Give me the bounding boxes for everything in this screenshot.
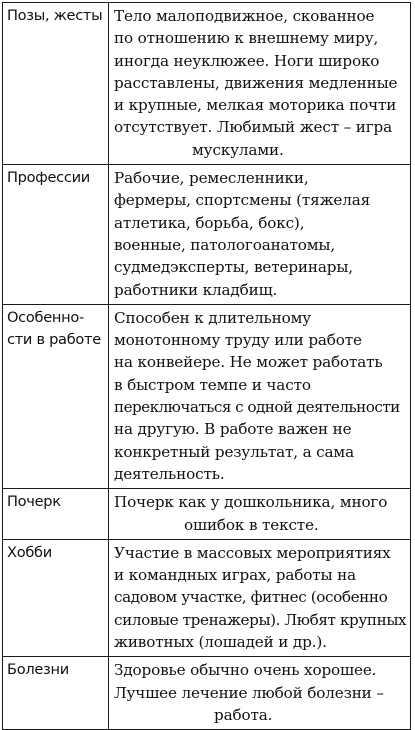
row-label-handwriting	[3, 489, 109, 540]
value-line: работники кладбищ.	[114, 280, 278, 299]
value-line: конкретный результат, а сама	[114, 442, 354, 461]
label-line: Хобби	[7, 543, 52, 561]
traits-table	[2, 2, 411, 730]
value-line: фермеры, спортсмены (тяжелая	[114, 191, 371, 210]
label-line: сти в работе	[7, 331, 101, 349]
value-line: садовом участке, фитнес (особенно	[114, 588, 388, 607]
value-line: животных (лошадей и др.).	[114, 633, 327, 652]
value-line: иногда неуклюжее. Ноги широко	[114, 51, 380, 70]
value-line: отсутствует. Любимый жест – игра	[114, 118, 393, 137]
value-line: Тело малоподвижное, скованное	[114, 7, 375, 25]
table-row	[3, 304, 411, 488]
value-line: расставлены, движения медленные	[114, 73, 398, 92]
table-row	[3, 539, 411, 656]
value-line: монотонному труду или работе	[114, 331, 362, 350]
value-line: Участие в массовых мероприятиях	[114, 543, 391, 562]
value-line: и крупные, мелкая моторика почти	[114, 96, 397, 115]
value-line: Почерк как у дошкольника, много	[114, 493, 388, 512]
label-line: Болезни	[7, 661, 69, 679]
value-line: атлетика, борьба, бокс),	[114, 213, 305, 232]
row-label-poses	[3, 3, 109, 165]
row-value-handwriting	[109, 489, 411, 540]
label-line: Профессии	[7, 169, 90, 187]
value-line: в быстром темпе и часто	[114, 375, 311, 394]
label-line: Позы, жесты	[7, 7, 103, 24]
value-line: переключаться с одной деятельности	[114, 398, 400, 417]
value-line: военные, патологоанатомы,	[114, 235, 336, 254]
value-line: мускулами.	[192, 140, 284, 159]
row-value-professions	[109, 165, 411, 305]
table-row	[3, 657, 411, 730]
value-line: на конвейере. Не может работать	[114, 353, 383, 372]
value-line: судмедэксперты, ветеринары,	[114, 258, 353, 277]
value-line: Способен к длительному	[114, 308, 312, 327]
value-line: силовые тренажеры). Любят крупных	[114, 610, 407, 629]
row-value-work-features	[109, 304, 411, 488]
value-line: ошибок в тексте.	[184, 515, 319, 534]
value-line: и командных играх, работы на	[114, 566, 356, 585]
value-line: Рабочие, ремесленники,	[114, 169, 309, 188]
row-value-hobby	[109, 539, 411, 656]
row-label-hobby	[3, 539, 109, 656]
row-label-diseases	[3, 657, 109, 730]
row-label-professions	[3, 165, 109, 305]
table-row	[3, 3, 411, 165]
value-line: Здоровье обычно очень хорошее.	[114, 661, 377, 680]
value-line: по отношению к внешнему миру,	[114, 29, 379, 48]
value-line: работа.	[214, 705, 273, 724]
row-label-work-features	[3, 304, 109, 488]
row-value-poses	[109, 3, 411, 165]
table-row	[3, 165, 411, 305]
row-value-diseases	[109, 657, 411, 730]
value-line: на другую. В работе важен не	[114, 420, 352, 439]
value-line: Лучшее лечение любой болезни –	[114, 683, 384, 702]
value-line: деятельность.	[114, 464, 225, 483]
label-line: Почерк	[7, 493, 61, 511]
label-line: Особенно-	[7, 308, 84, 326]
table-row	[3, 489, 411, 540]
